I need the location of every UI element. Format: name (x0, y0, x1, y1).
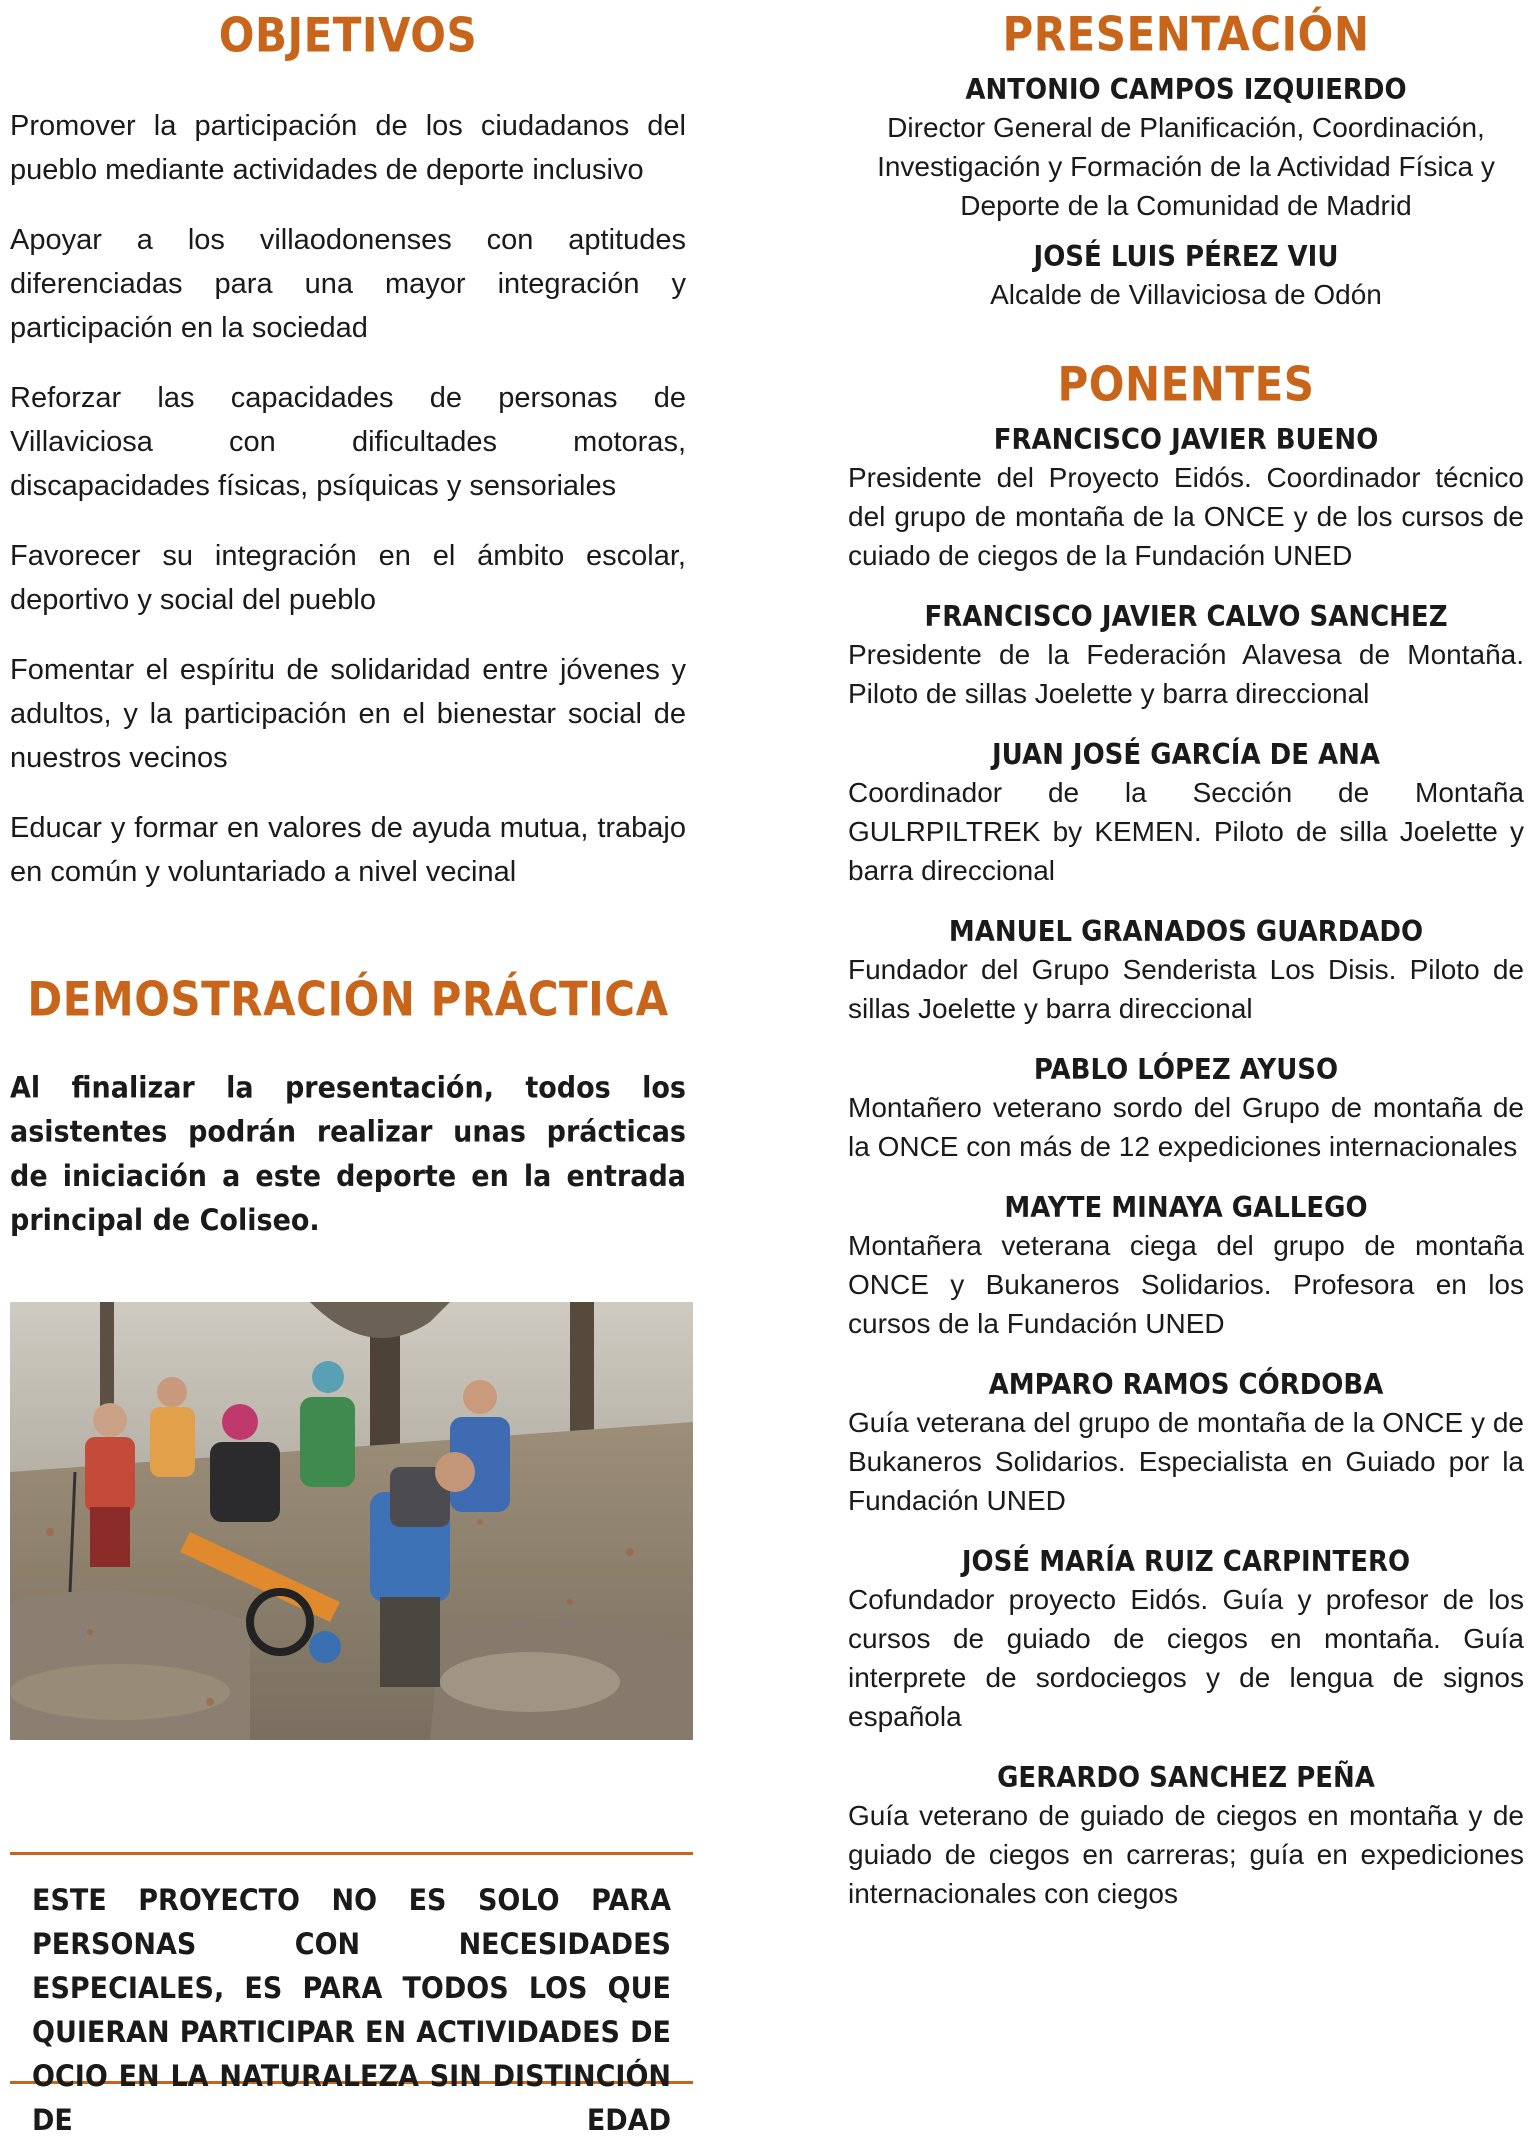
presentador-role: Director General de Planificación, Coordinación, Investigación y Formación de la Actividad Física y Deporte de la Comunidad de Madrid (877, 112, 1495, 221)
ponente (848, 1190, 1524, 1343)
objetivo-item: Educar y formar en valores de ayuda mutua, trabajo en común y voluntariado a nivel vecinal (10, 812, 686, 888)
ponente-role: Cofundador proyecto Eidós. Guía y profesor de los cursos de guiado de ciegos en montaña. Guía interprete de sordociegos y de lengua de signos española (848, 1584, 1524, 1732)
objetivo-item: Fomentar el espíritu de solidaridad entre jóvenes y adultos, y la participación en el bienestar social de nuestros vecinos (10, 654, 686, 774)
ponente (848, 914, 1524, 1028)
ponente-role: Montañero veterano sordo del Grupo de montaña de la ONCE con más de 12 expediciones internacionales (848, 1092, 1524, 1162)
ponente-name: MAYTE MINAYA GALLEGO (1004, 1191, 1368, 1225)
objetivo-item: Promover la participación de los ciudadanos del pueblo mediante actividades de deporte inclusivo (10, 110, 686, 186)
ponente (848, 1760, 1524, 1913)
ponente-name: JUAN JOSÉ GARCÍA DE ANA (991, 738, 1381, 772)
objetivo-item: Favorecer su integración en el ámbito escolar, deportivo y social del pueblo (10, 540, 686, 616)
objetivo-item: Reforzar las capacidades de personas de Villaviciosa con dificultades motoras, discapacidades físicas, psíquicas y sensoriales (10, 382, 686, 502)
right-column (848, 0, 1524, 1913)
objetivos-list (10, 104, 686, 894)
ponente (848, 1367, 1524, 1520)
ponentes-heading: PONENTES (1057, 357, 1315, 412)
ponente-name: FRANCISCO JAVIER BUENO (993, 423, 1379, 457)
ponente (848, 599, 1524, 713)
proyecto-text: ESTE PROYECTO NO ES SOLO PARA PERSONAS CON NECESIDADES ESPECIALES, ES PARA TODOS LOS QUE QUIERAN PARTICIPAR EN ACTIVIDADES DE OCIO EN LA NATURALEZA SIN DISTINCIÓN DE EDAD (32, 1883, 671, 2138)
ponente-role: Presidente de la Federación Alavesa de Montaña. Piloto de sillas Joelette y barra direccional (848, 639, 1524, 709)
ponente-name: PABLO LÓPEZ AYUSO (1033, 1053, 1339, 1087)
ponente-role: Guía veterano de guiado de ciegos en montaña y de guiado de ciegos en carreras; guía en expediciones internacionales con ciegos (848, 1800, 1524, 1909)
ponente-name: FRANCISCO JAVIER CALVO SANCHEZ (924, 600, 1448, 634)
ponente-name: JOSÉ MARÍA RUIZ CARPINTERO (961, 1545, 1411, 1579)
ponente (848, 1544, 1524, 1736)
ponente-name: GERARDO SANCHEZ PEÑA (997, 1761, 1375, 1795)
left-column (10, 0, 686, 1238)
objetivo-item: Apoyar a los villaodonenses con aptitudes diferenciadas para una mayor integración y participación en la sociedad (10, 224, 686, 344)
ponente (848, 422, 1524, 575)
presentador (848, 72, 1524, 225)
ponente (848, 1052, 1524, 1166)
ponente-role: Fundador del Grupo Senderista Los Disis. Piloto de sillas Joelette y barra direccional (848, 954, 1524, 1024)
presentador-name: JOSÉ LUIS PÉREZ VIU (1033, 240, 1339, 274)
presentador-role: Alcalde de Villaviciosa de Odón (990, 279, 1382, 310)
presentacion-heading: PRESENTACIÓN (1002, 7, 1370, 62)
presentador (848, 239, 1524, 314)
ponente-name: MANUEL GRANADOS GUARDADO (948, 915, 1424, 949)
demostracion-text: Al finalizar la presentación, todos los asistentes podrán realizar unas prácticas de iniciación a este deporte en la entrada principal de Coliseo. (10, 1071, 686, 1238)
ponente-name: AMPARO RAMOS CÓRDOBA (988, 1368, 1384, 1402)
demostracion-heading: DEMOSTRACIÓN PRÁCTICA (27, 972, 669, 1027)
ponente-role: Guía veterana del grupo de montaña de la ONCE y de Bukaneros Solidarios. Especialista en Guiado por la Fundación UNED (848, 1407, 1524, 1516)
presentador-name: ANTONIO CAMPOS IZQUIERDO (965, 73, 1407, 107)
hikers-with-joelette-chair-photo (10, 1302, 693, 1740)
ponente (848, 737, 1524, 890)
ponente-role: Montañera veterana ciega del grupo de montaña ONCE y Bukaneros Solidarios. Profesora en los cursos de la Fundación UNED (848, 1230, 1524, 1339)
proyecto-box (10, 1852, 693, 2138)
ponente-role: Coordinador de la Sección de Montaña GULRPILTREK by KEMEN. Piloto de silla Joelette y barra direccional (848, 777, 1524, 886)
ponente-role: Presidente del Proyecto Eidós. Coordinador técnico del grupo de montaña de la ONCE y de los cursos de cuiado de ciegos de la Fundación UNED (848, 462, 1524, 571)
objetivos-heading: OBJETIVOS (218, 7, 478, 63)
